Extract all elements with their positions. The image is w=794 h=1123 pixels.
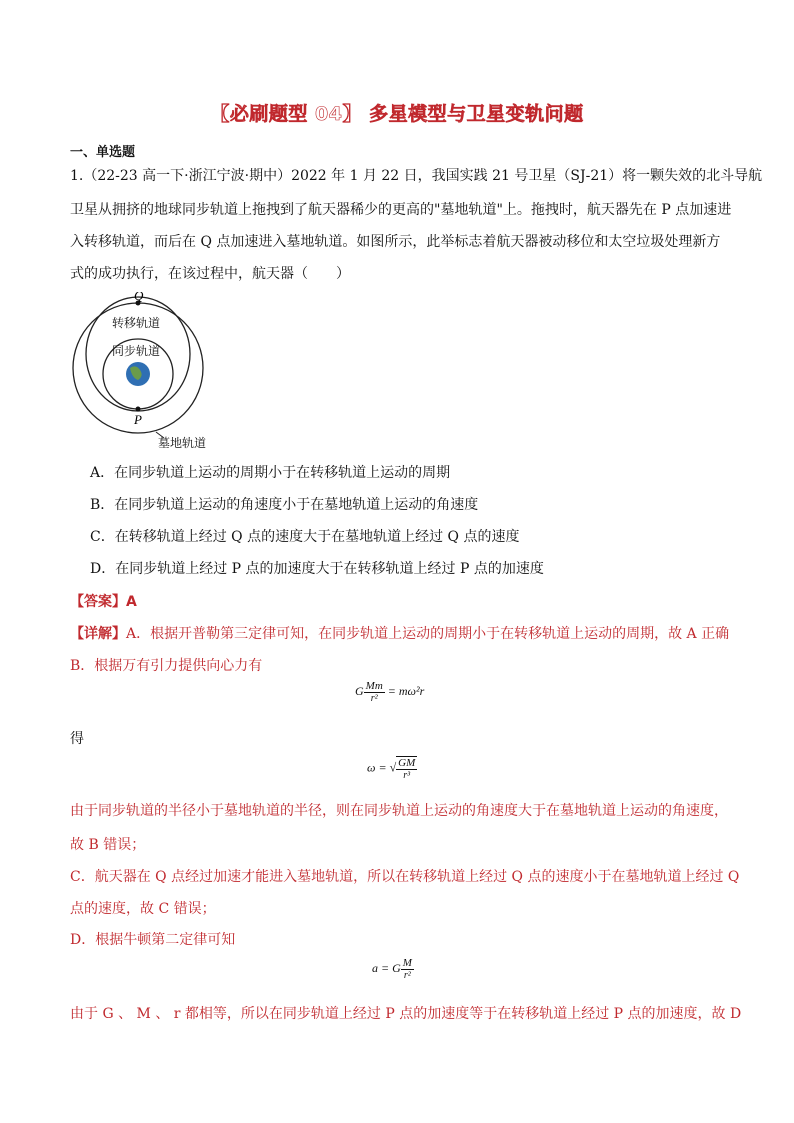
label-transfer-orbit: 转移轨道 (112, 316, 161, 330)
explanation-a: A．根据开普勒第三定律可知，在同步轨道上运动的周期小于在转移轨道上运动的周期，故 A 正确 (126, 626, 730, 642)
question-line-3: 入转移轨道，而后在 Q 点加速进入墓地轨道。如图所示，此举标志着航天器被动移位和太空垃圾处理新方 (70, 234, 721, 250)
formula-gravity: G $\frac{Mm}{\text{r²}}$ = mω²r (355, 680, 425, 704)
label-p: P (134, 412, 142, 427)
label-q: Q (134, 292, 144, 303)
option-d: D．在同步轨道上经过 P 点的加速度大于在转移轨道上经过 P 点的加速度 (90, 561, 544, 577)
question-line-4: 式的成功执行，在该过程中，航天器（ ） (70, 266, 350, 282)
explanation-c-line-2: 点的速度，故 C 错误； (70, 901, 216, 917)
orbit-diagram (72, 292, 232, 452)
option-b: B．在同步轨道上运动的角速度小于在墓地轨道上运动的角速度 (90, 497, 479, 513)
question-line-2: 卫星从拥挤的地球同步轨道上拖拽到了航天器稀少的更高的"墓地轨道"上。拖拽时，航天器先在 P 点加速进 (70, 202, 732, 218)
question-line-1: 1.（22-23 高一下·浙江宁波·期中）2022 年 1 月 22 日，我国实践 21 号卫星（SJ-21）将一颗失效的北斗导航 (70, 168, 763, 184)
label-sync-orbit: 同步轨道 (112, 344, 161, 358)
section-heading: 一、单选题 (70, 145, 136, 160)
explanation-d-intro: D．根据牛顿第二定律可知 (70, 932, 236, 948)
explanation-b-line-2: 故 B 错误； (70, 837, 146, 853)
label-grave-orbit: 墓地轨道 (158, 436, 207, 450)
explanation-b-line-1: 由于同步轨道的半径小于墓地轨道的半径，则在同步轨道上运动的角速度大于在墓地轨道上运动的角速度， (70, 803, 728, 819)
explanation-b-intro: B．根据万有引力提供向心力有 (70, 658, 263, 674)
page-title: 【必刷题型 04】 多星模型与卫星变轨问题 (210, 103, 584, 125)
explanation-d-line-1: 由于 G 、 M 、 r 都相等，所以在同步轨道上经过 P 点的加速度等于在转移轨道上经过 P 点的加速度，故 D (70, 1006, 742, 1022)
explanation-line-1 (70, 623, 729, 643)
explanation-tag: 【详解】 (70, 626, 126, 642)
explanation-de: 得 (70, 731, 84, 747)
point-p-marker (136, 407, 141, 412)
explanation-c-line-1: C．航天器在 Q 点经过加速才能进入墓地轨道，所以在转移轨道上经过 Q 点的速度小于在墓地轨道上经过 Q (70, 869, 740, 885)
answer-label: 【答案】A (70, 594, 137, 610)
formula-omega: ω = √ $\frac{GM}{\text{r³}}$ (367, 757, 416, 781)
option-c: C．在转移轨道上经过 Q 点的速度大于在墓地轨道上经过 Q 点的速度 (90, 529, 520, 545)
formula-acceleration: a = G $\frac{M}{\text{r²}}$ (372, 957, 412, 981)
option-a: A．在同步轨道上运动的周期小于在转移轨道上运动的周期 (90, 465, 451, 481)
